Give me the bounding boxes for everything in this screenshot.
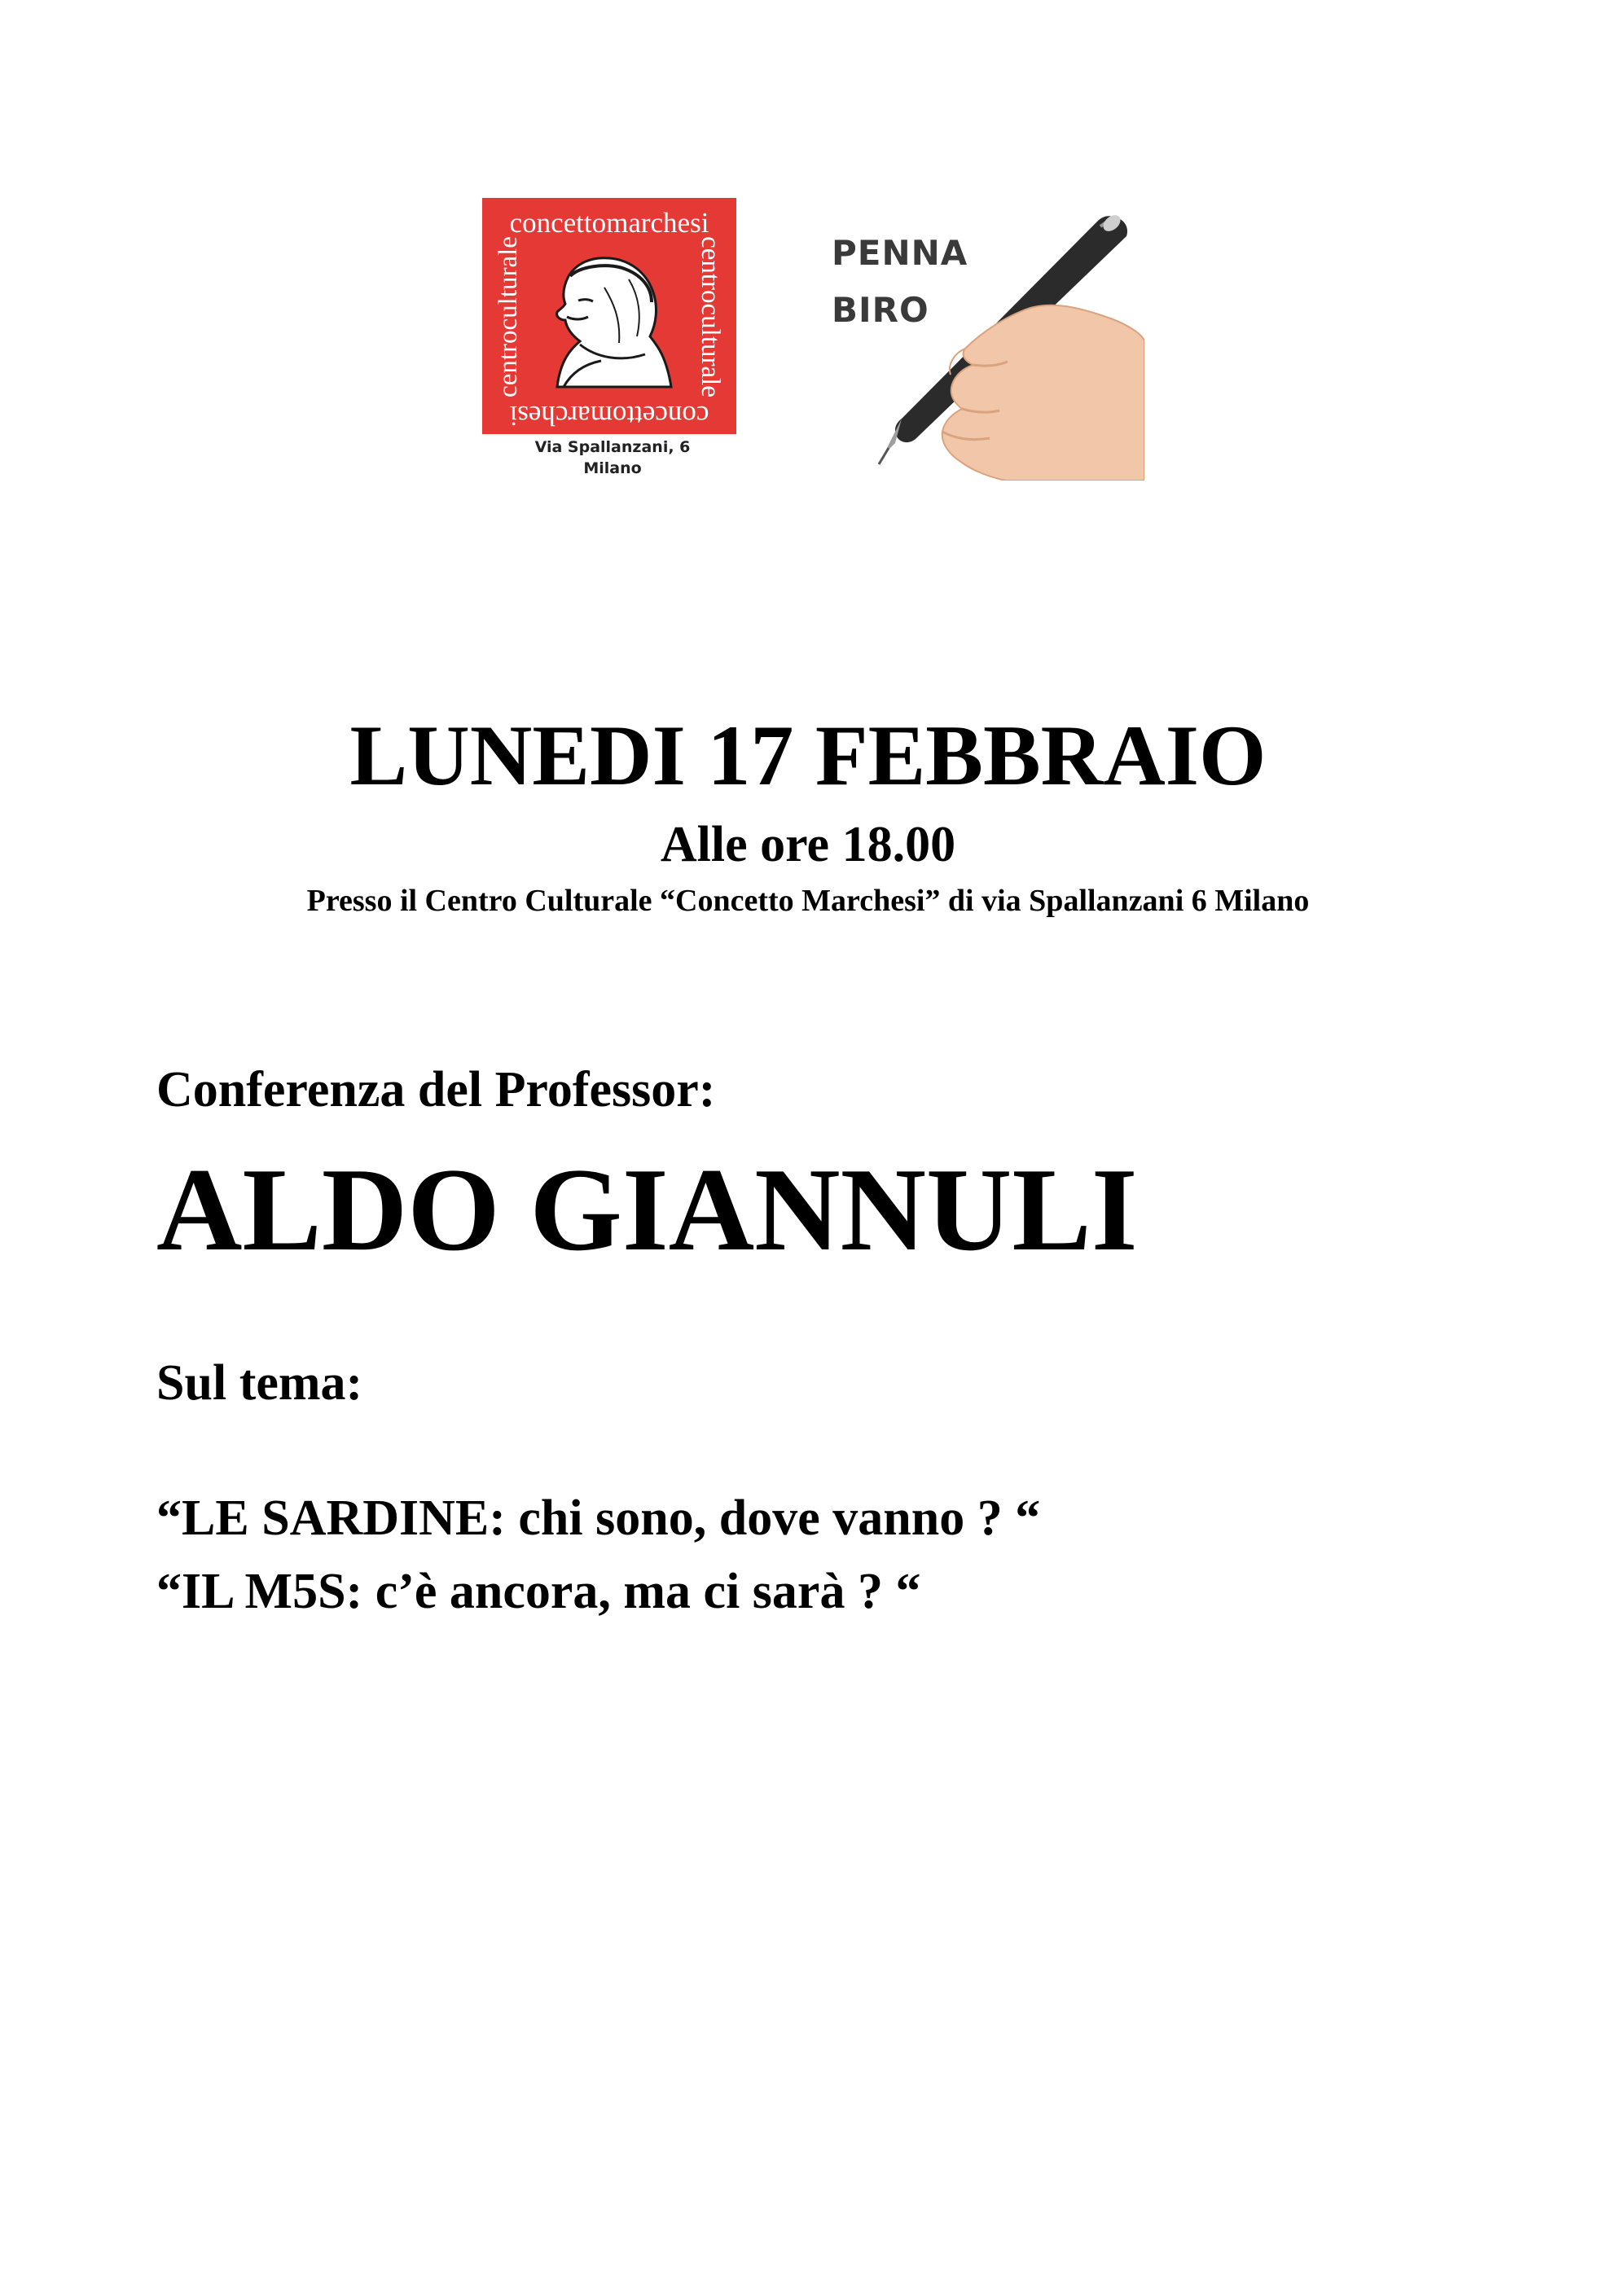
address-city: Milano: [583, 459, 642, 477]
penna-label: PENNA: [832, 233, 968, 273]
marchesi-emblem: [482, 198, 736, 434]
biro-label: BIRO: [832, 290, 929, 330]
logo-address: [482, 437, 743, 479]
event-time: Alle ore 18.00: [660, 817, 956, 872]
ring-text-bottom: concettomarchesi: [509, 400, 709, 432]
lecturer-name: ALDO GIANNULI: [156, 1144, 1138, 1275]
event-date: LUNEDI 17 FEBBRAIO: [349, 708, 1267, 803]
topic-line: “IL M5S: c’è ancora, ma ci sarà ? “: [156, 1564, 921, 1619]
ring-text-right: centroculturale: [696, 236, 725, 397]
concetto-marchesi-logo: [482, 198, 736, 434]
topic-intro: Sul tema:: [156, 1355, 363, 1411]
address-street: Via Spallanzani, 6: [534, 438, 691, 456]
topic-line: “LE SARDINE: chi sono, dove vanno ? “: [156, 1490, 1041, 1546]
ring-text-top: concettomarchesi: [509, 207, 709, 239]
hand-icon: [942, 305, 1144, 481]
lecture-intro: Conferenza del Professor:: [156, 1062, 716, 1117]
event-venue: Presso il Centro Culturale “Concetto Marchesi” di via Spallanzani 6 Milano: [306, 884, 1310, 918]
penna-biro-logo: [810, 194, 1144, 481]
ring-text-left: centroculturale: [494, 236, 523, 397]
